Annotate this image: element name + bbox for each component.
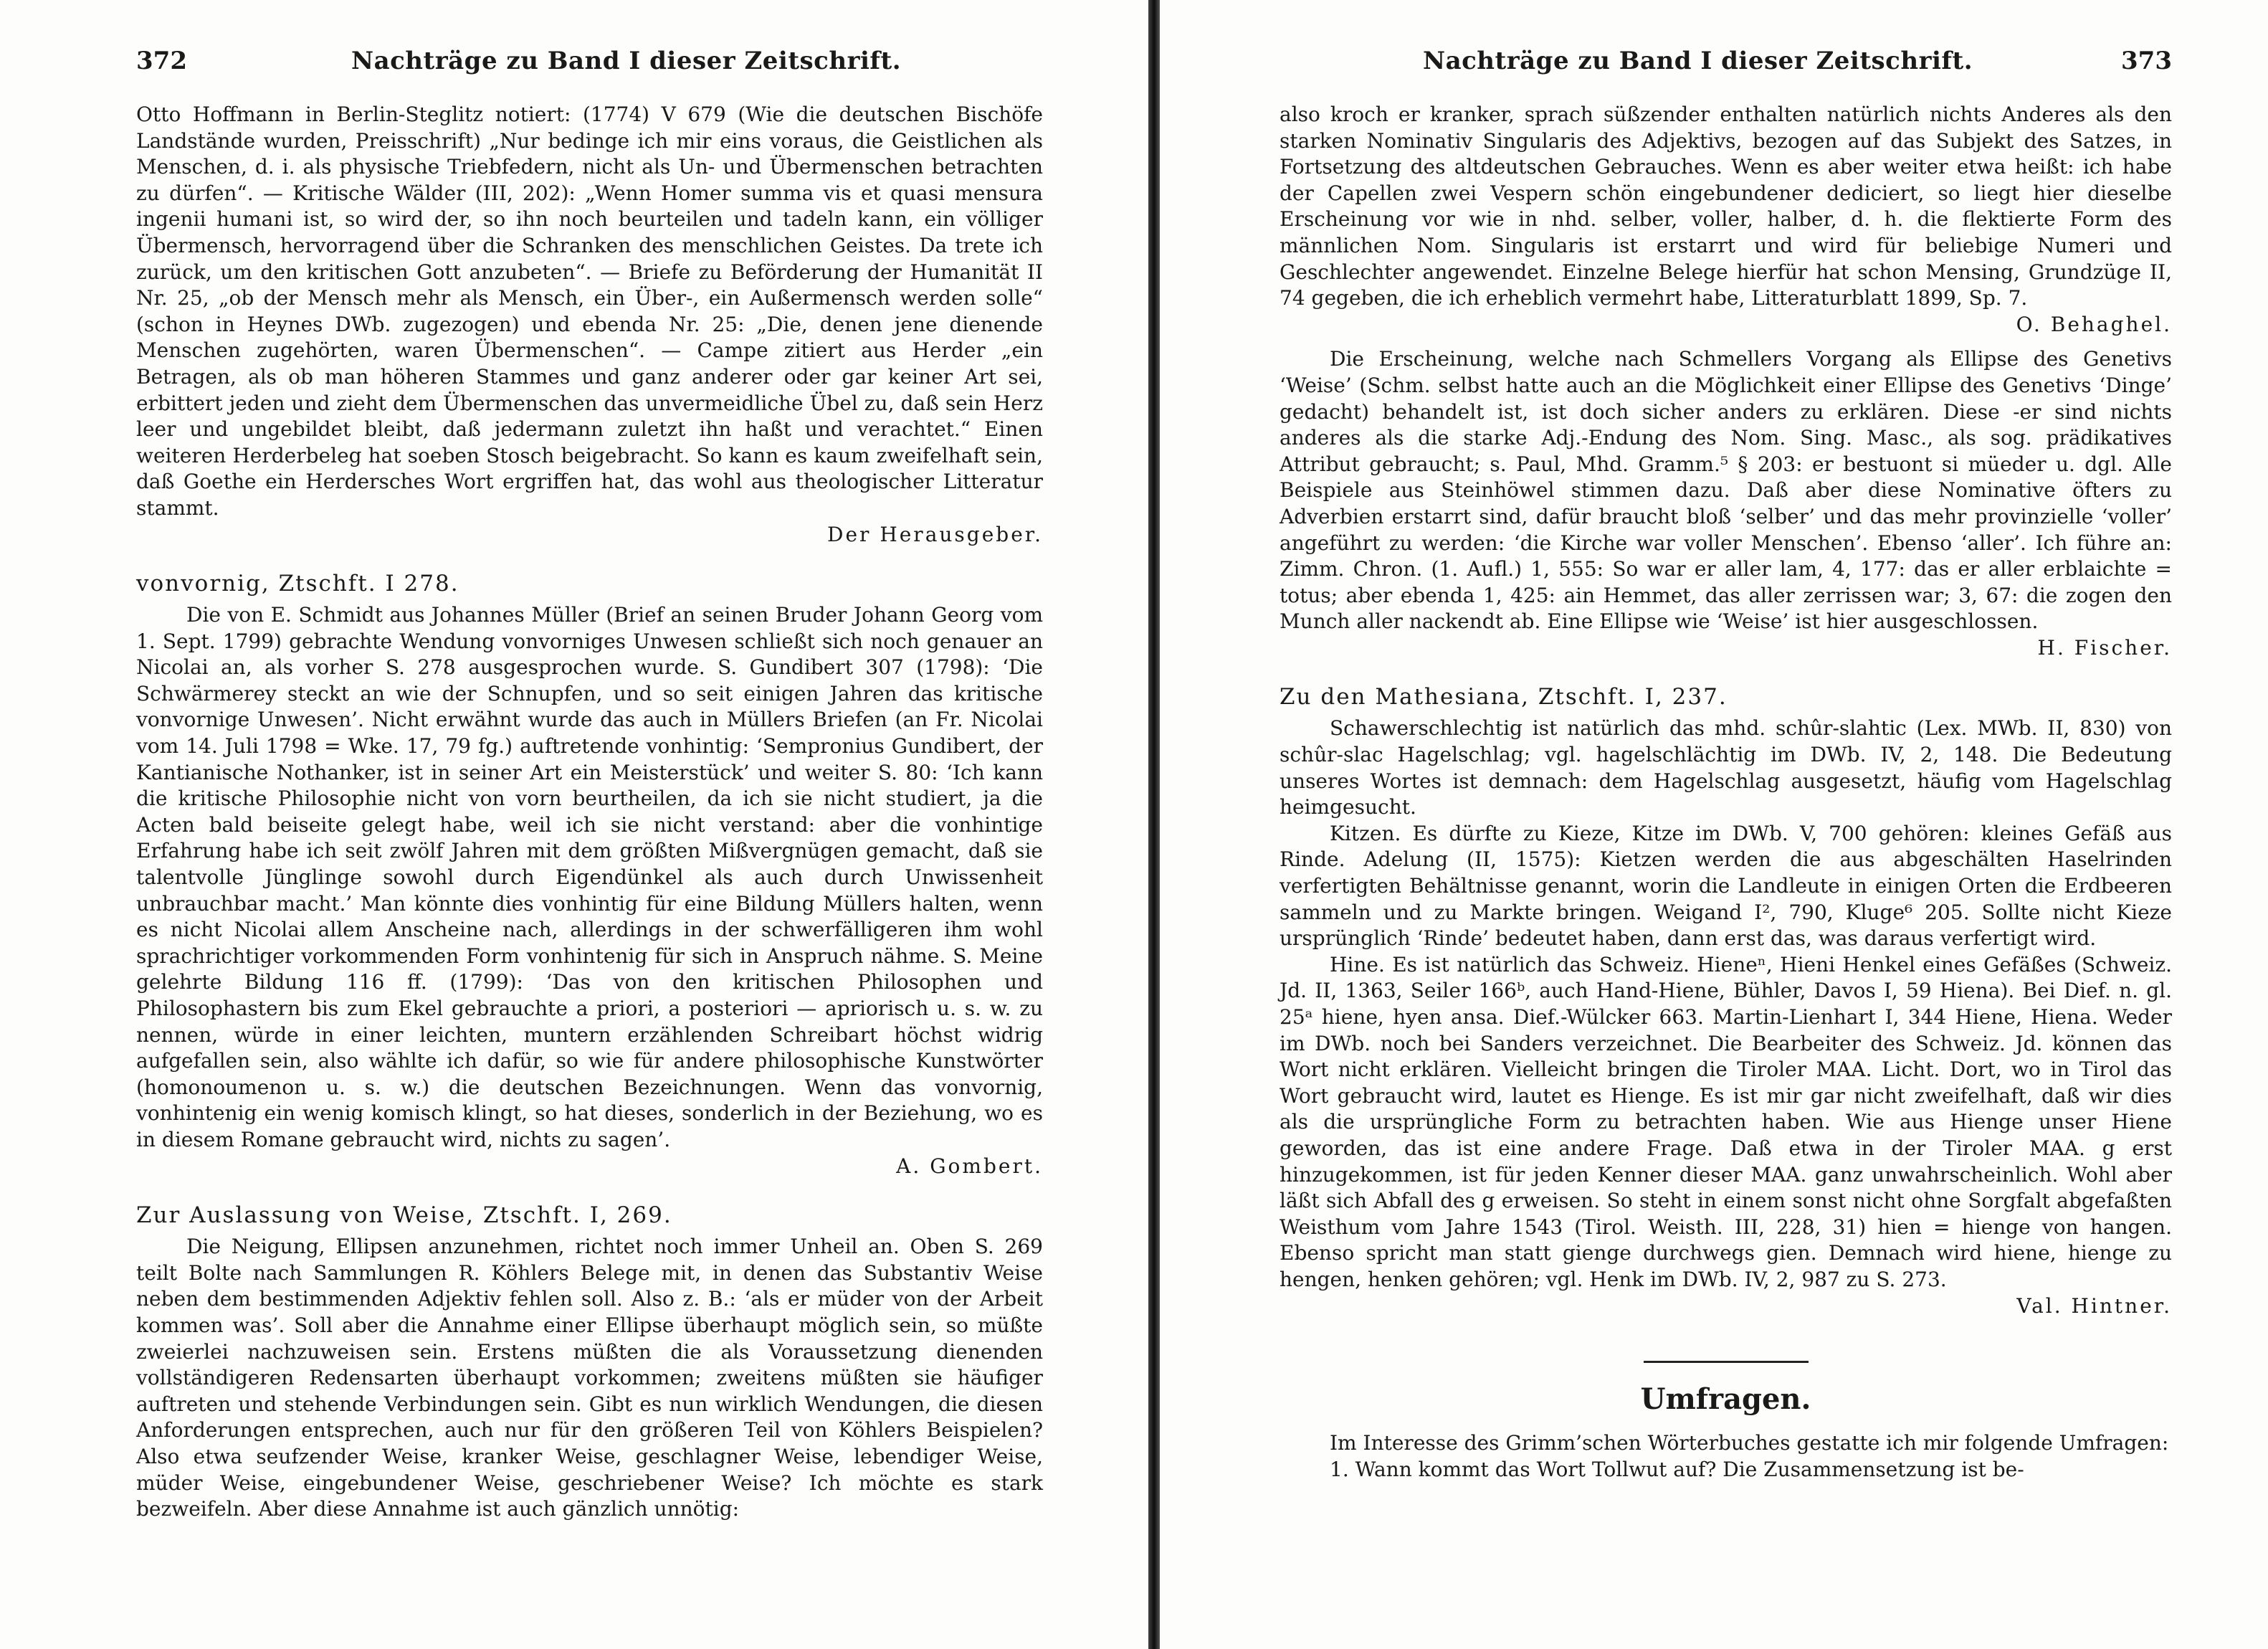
left-running-title: Nachträge zu Band I dieser Zeitschrift. [351,47,902,75]
paragraph: Die Erscheinung, welche nach Schmellers Vorgang als Ellipse des Genetivs ‘Weise’ (Schm. selbst hatte auch an die Möglichkeit einer Ellipse des Genetivs ‘Dinge’ gedacht) behandelt ist, ist doch sicher anders zu erklären. Diese -er sind nichts anderes als die starke Adj.-Endung des Nom. Sing. Masc., als sog. prädikatives Attribut gebraucht; s. Paul, Mhd. Gramm.⁵ § 203: er bestuont si müeder u. dgl. Alle Beispiele aus Steinhöwel stimmen dazu. Daß aber diese Nominative öfters zu Adverbien erstarrt sind, dafür braucht bloß ‘selber’ und das mehr provinzielle ‘voller’ angeführt zu werden: ‘die Kirche war voller Menschen’. Ebenso ‘aller’. Ich führe an: Zimm. Chron. (1. Aufl.) 1, 555: So war er aller lam, 4, 177: das er aller erblaichte = totus; aber ebenda 1, 425: ain Hemmet, das aller zerrissen war; 3, 67: die zogen den Munch aller nackendt ab. Eine Ellipse wie ‘Weise’ ist hier ausgeschlossen. [1280,347,2172,634]
left-running-head [136,43,1043,79]
paragraph: also kroch er kranker, sprach süßzender enthalten natürlich nichts Anderes als den starken Nominativ Singularis des Adjektivs, bezogen auf das Subjekt des Satzes, in Fortsetzung des altdeutschen Gebrauches. Wenn es aber weiter etwa heißt: ich habe der Capellen zwei Vespern schön eingebundener dediciert, so liegt hier dieselbe Erscheinung vor wie in nhd. selber, voller, halber, d. h. die flektierte Form des männlichen Nom. Singularis ist erstarrt und wird für beliebige Numeri und Geschlechter angewendet. Einzelne Belege hierfür hat schon Mensing, Grundzüge II, 74 gegeben, die ich erheblich vermehrt habe, Litteraturblatt 1899, Sp. 7. [1280,103,2172,310]
signature: H. Fischer. [2037,635,2172,660]
signature: Der Herausgeber. [827,522,1043,546]
section-divider [1644,1361,1809,1363]
left-page [136,0,1043,1649]
signature: O. Behaghel. [2016,312,2172,336]
signature: Val. Hintner. [2016,1293,2172,1318]
paragraph: Im Interesse des Grimm’schen Wörterbuches gestatte ich mir folgende Umfragen: [1330,1431,2169,1455]
entry-auslassung-weise [136,1201,1043,1523]
right-page-body [1280,102,2172,1483]
section-title: Umfragen. [1640,1382,1811,1417]
paragraph: 1. Wann kommt das Wort Tollwut auf? Die Zusammensetzung ist be- [1330,1457,2024,1481]
paragraph: Otto Hoffmann in Berlin-Steglitz notiert: (1774) V 679 (Wie die deutschen Bischöfe Landstände wurden, Preisschrift) „Nur bedinge ich mir eins voraus, die Geistlichen als Menschen, d. i. als physische Triebfedern, nicht als Un- und Übermenschen betrachten zu dürfen“. — Kritische Wälder (III, 202): „Wenn Homer summa vis et quasi mensura ingenii humani ist, so wird der, so ihn noch beurteilen und tadeln kann, ein völliger Übermensch, hervorragend über die Schranken des menschlichen Geistes. Da trete ich zurück, um den kritischen Gott anzubeten“. — Briefe zu Beförderung der Humanität II Nr. 25, „ob der Mensch mehr als Mensch, ein Über-, ein Außermensch werden solle“ (schon in Heynes DWb. zugezogen) und ebenda Nr. 25: „Die, denen jene dienende Menschen zugehörten, waren Übermenschen“. — Campe zitiert aus Herder „ein Betragen, als ob man höheren Stammes und ganz anderer oder gar keiner Art sei, erbittert jeden und zieht dem Übermenschen das unvermeidliche Übel zu, daß sein Herz leer und ungebildet bleibt, daß jedermann zuletzt ihn haßt und verachtet.“ Einen weiteren Herderbeleg hat soeben Stosch beigebracht. So kann es kaum zweifelhaft sein, daß Goethe ein Herdersches Wort ergriffen hat, das wohl aus theologischer Litteratur stammt. [136,103,1043,520]
right-page [1280,0,2172,1649]
paragraph: Hine. Es ist natürlich das Schweiz. Hieneⁿ, Hieni Henkel eines Gefäßes (Schweiz. Jd. II, 1363, Seiler 166ᵇ, auch Hand-Hiene, Bühler, Davos I, 59 Hiena). Bei Dief. n. gl. 25ᵃ hiene, hyen ansa. Dief.-Wülcker 663. Martin-Lienhart I, 344 Hiene, Hiena. Weder im DWb. noch bei Sanders verzeichnet. Die Bearbeiter des Schweiz. Jd. können das Wort nicht erklären. Vielleicht bringen die Tiroler MAA. Licht. Dort, wo in Tirol das Wort gebraucht wird, lautet es Hienge. Es ist mir gar nicht zweifelhaft, daß wir dies als die ursprüngliche Form zu betrachten haben. Wie aus Hienge unser Hiene geworden, das ist eine andere Frage. Daß etwa in der Tiroler MAA. g erst hinzugekommen, ist für jeden Kenner dieser MAA. ganz unwahrscheinlich. Wohl aber läßt sich Abfall des g erweisen. So steht in einem sonst nicht ohne Sorgfalt abgefaßten Weisthum vom Jahre 1543 (Tirol. Weisth. III, 228, 31) hien = hienge von hangen. Ebenso spricht man statt gienge durchwegs gien. Demnach wird hiene, hienge zu hengen, henken gehören; vgl. Henk im DWb. IV, 2, 987 zu S. 273. [1280,952,2172,1291]
right-running-title: Nachträge zu Band I dieser Zeitschrift. [1423,47,1973,75]
signature: A. Gombert. [896,1154,1043,1178]
entry-behaghel [1280,102,2172,338]
entry-fischer [1280,346,2172,661]
paragraph: Kitzen. Es dürfte zu Kieze, Kitze im DWb. V, 700 gehören: kleines Gefäß aus Rinde. Adelung (II, 1575): Kietzen werden die aus abgeschälten Haselrinden verfertigten Behältnisse genannt, worin die Landleute in einigen Orten die Erdbeeren sammeln und zu Markte bringen. Weigand I², 790, Kluge⁶ 205. Sollte nicht Kieze ursprünglich ‘Rinde’ bedeutet haben, dann erst das, was daraus verfertigt wird. [1280,821,2172,951]
paragraph: Die Neigung, Ellipsen anzunehmen, richtet noch immer Unheil an. Oben S. 269 teilt Bolte nach Sammlungen R. Köhlers Belege mit, in denen das Substantiv Weise neben dem bestimmenden Adjektiv fehlen soll. Also z. B.: ‘als er müder von der Arbeit kommen was’. Soll aber die Annahme einer Ellipse überhaupt möglich sein, so müßte zweierlei nachzuweisen sein. Erstens müßten die als Voraussetzung dienenden vollständigeren Redensarten überhaupt vorkommen; zweitens müßten sie häufiger auftreten und stehende Verbindungen sein. Gibt es nun wirklich Wendungen, die diesen Anforderungen entsprechen, auch nur für den größeren Teil von Köhlers Beispielen? Also etwa seufzender Weise, kranker Weise, geschlagner Weise, lebendiger Weise, müder Weise, eingebundener Weise, geschriebener Weise? Ich möchte es stark bezweifeln. Aber diese Annahme ist auch gänzlich unnötig: [136,1235,1043,1521]
entry-heading: vonvornig, Ztschft. I 278. [136,571,459,597]
entry-mathesiana [1280,683,2172,1319]
right-running-head [1280,43,2172,79]
book-gutter [1148,0,1160,1649]
right-page-number: 373 [2121,47,2172,75]
entry-vonvornig [136,569,1043,1179]
entry-hoffmann [136,102,1043,548]
entry-heading: Zur Auslassung von Weise, Ztschft. I, 269. [136,1202,672,1229]
left-page-number: 372 [136,47,187,75]
paragraph: Schawerschlechtig ist natürlich das mhd. schûr-slahtic (Lex. MWb. II, 830) von schûr-slac Hagelschlag; vgl. hagelschlächtig im DWb. IV, 2, 148. Die Bedeutung unseres Wortes ist demnach: dem Hagelschlag ausgesetzt, häufig vom Hagelschlag heimgesucht. [1280,716,2172,819]
entry-heading: Zu den Mathesiana, Ztschft. I, 237. [1280,684,1728,711]
paragraph: Die von E. Schmidt aus Johannes Müller (Brief an seinen Bruder Johann Georg vom 1. Sept. 1799) gebrachte Wendung vonvorniges Unwesen schließt sich noch genauer an Nicolai an, als vorher S. 278 ausgesprochen wurde. S. Gundibert 307 (1798): ‘Die Schwärmerey steckt an wie der Schnupfen, und so seit einigen Jahren das kritische vonvornige Unwesen’. Nicht erwähnt wurde das auch in Müllers Briefen (an Fr. Nicolai vom 14. Juli 1798 = Wke. 17, 79 fg.) auftretende vonhintig: ‘Sempronius Gundibert, der Kantianische Nothanker, ist in seiner Art ein Meisterstück’ und weiter S. 80: ‘Ich kann die kritische Philosophie nicht von vorn beurtheilen, da ich sie nicht studiert, ja die Acten bald beiseite gelegt habe, weil ich sie nicht verstand: aber die vonhintige Erfahrung habe ich seit zwölf Jahren mit dem größten Mißvergnügen gemacht, daß sie talentvolle Jünglinge sowohl durch Eigendünkel als auch durch Unwissenheit unbrauchbar macht.’ Man könnte dies vonhintig für eine Bildung Müllers halten, wenn es nicht Nicolai allem Anscheine nach, allerdings in der schwerfälligeren ihm wohl sprachrichtiger vorkommenden Form vonhintenig für sich in Anspruch nähme. S. Meine gelehrte Bildung 116 ff. (1799): ‘Das von den kritischen Philosophen und Philosophastern bis zum Ekel gebrauchte a priori, a posteriori — apriorisch u. s. w. zu nennen, würde in einer leichten, muntern erzählenden Schreibart höchst widrig aufgefallen sein, also wählte ich dafür, so wie für andere philosophische Kunstwörter (homonoumenon u. s. w.) die deutschen Bezeichnungen. Wenn das vonvornig, vonhintenig ein wenig komisch klingt, so hat dieses, sonderlich in der Beziehung, wo es in diesem Romane gebraucht wird, nichts zu sagen’. [136,603,1043,1151]
left-page-body [136,102,1043,1523]
